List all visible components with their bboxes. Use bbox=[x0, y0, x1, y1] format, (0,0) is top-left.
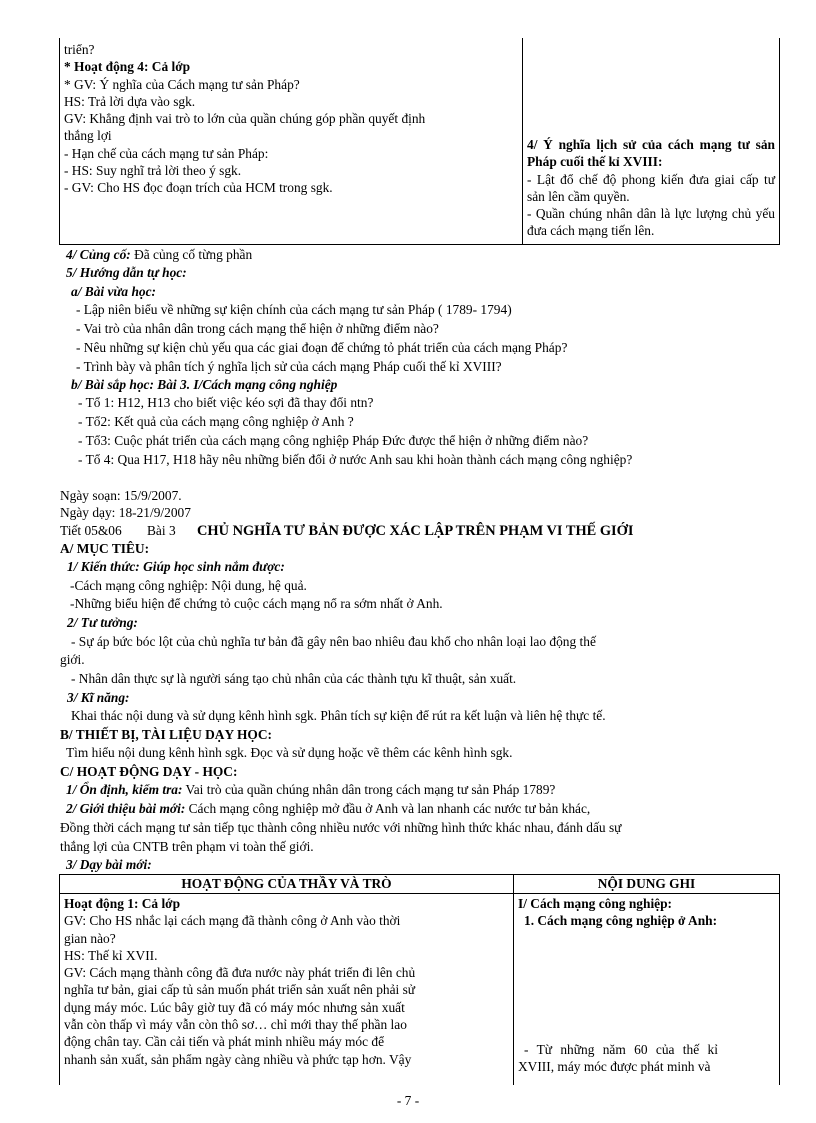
skills-text: Khai thác nội dung và sử dụng kênh hình sgk. Phân tích sự kiện để rút ra kết luận và liên hệ thực tế. bbox=[71, 708, 606, 723]
content-heading-1: I/ Cách mạng công nghiệp: bbox=[518, 896, 673, 911]
main-table-header-left-label: HOẠT ĐỘNG CỦA THẦY VÀ TRÒ bbox=[181, 876, 392, 891]
page-number: - 7 - bbox=[396, 1093, 420, 1108]
self-study-heading: 5/ Hướng dẫn tự học: bbox=[66, 265, 187, 280]
knowledge-heading: 1/ Kiến thức: Giúp học sinh nắm được: bbox=[67, 559, 285, 574]
text-line: - Hạn chế của cách mạng tư sản Pháp: bbox=[64, 145, 269, 161]
consolidation bbox=[66, 246, 252, 263]
significance-item: - Lật đổ chế độ phong kiến đưa giai cấp tư sản lên cầm quyền. bbox=[527, 171, 775, 204]
self-study-a-list bbox=[76, 301, 567, 377]
intro-line: thắng lợi của CNTB trên phạm vi toàn thế giới. bbox=[60, 839, 314, 854]
activity-heading: * Hoạt động 4: Cả lớp bbox=[64, 59, 191, 75]
thought-line: - Sự áp bức bóc lột của chủ nghĩa tư bản đã gây nên bao nhiêu đau khổ cho nhân loại lao động thế bbox=[71, 634, 596, 649]
list-item: - Tổ 4: Qua H17, H18 hãy nêu những biến đổi ở nước Anh sau khi hoàn thành cách mạng công nghiệp? bbox=[78, 452, 633, 467]
text-line: nghĩa tư bản, giai cấp tủ sản muốn phát triển sản xuất nên phải sử bbox=[64, 982, 416, 998]
check-text: Vai trò của quần chúng nhân dân trong cách mạng tư sản Pháp 1789? bbox=[182, 782, 556, 797]
text-line: - GV: Cho HS đọc đoạn trích của HCM trong sgk. bbox=[64, 180, 333, 196]
list-item: - Tổ2: Kết quả của cách mạng công nghiệp ở Anh ? bbox=[78, 414, 354, 429]
text-line: nhanh sản xuất, sản phẩm ngày càng nhiều và phức tạp hơn. Vậy bbox=[64, 1051, 412, 1067]
text-line: GV: Cho HS nhắc lại cách mạng đã thành công ở Anh vào thời bbox=[64, 913, 401, 929]
new-lesson-heading: 3/ Dạy bài mới: bbox=[66, 857, 152, 872]
text-line: GV: Khẳng định vai trò to lớn của quần chúng góp phần quyết định bbox=[64, 111, 426, 127]
significance-heading: 4/ Ý nghĩa lịch sử của cách mạng tư sản Pháp cuối thế kỉ XVIII: bbox=[527, 137, 775, 170]
equipment-heading: B/ THIẾT BỊ, TÀI LIỆU DẠY HỌC: bbox=[60, 727, 272, 742]
intro-line bbox=[66, 800, 590, 817]
text-line: thắng lợi bbox=[64, 128, 112, 144]
check-label: 1/ Ổn định, kiểm tra: bbox=[66, 782, 183, 797]
lesson-title: CHỦ NGHĨA TƯ BẢN ĐƯỢC XÁC LẬP TRÊN PHẠM VI THẾ GIỚI bbox=[197, 523, 634, 539]
main-table-left-text bbox=[64, 895, 508, 1068]
text-line: - HS: Suy nghĩ trả lời theo ý sgk. bbox=[64, 163, 242, 179]
thought-heading: 2/ Tư tưởng: bbox=[67, 615, 138, 630]
text-line: gian nào? bbox=[64, 930, 116, 946]
text-line: HS: Trả lời dựa vào sgk. bbox=[64, 93, 196, 109]
check-line bbox=[66, 781, 555, 798]
lesson-number: Bài 3 bbox=[147, 523, 176, 538]
self-study-a-heading: a/ Bài vừa học: bbox=[71, 284, 157, 299]
main-table-header-right-label: NỘI DUNG GHI bbox=[597, 876, 696, 891]
thought-line: giới. bbox=[60, 652, 85, 667]
list-item: - Lập niên biểu về những sự kiện chính của cách mạng tư sản Pháp ( 1789- 1794) bbox=[76, 302, 512, 317]
significance-item: - Quần chúng nhân dân là lực lượng chủ yếu đưa cách mạng tiến lên. bbox=[527, 206, 775, 239]
text-line: GV: Cách mạng thành công đã đưa nước này phát triển đi lên chủ bbox=[64, 965, 416, 981]
equipment-text: Tìm hiểu nội dung kênh hình sgk. Đọc và sử dụng hoặc vẽ thêm các kênh hình sgk. bbox=[66, 745, 513, 760]
intro-line: Đồng thời cách mạng tư sản tiếp tục thành công nhiều nước với những hình thức khác nhau, đánh dấu sự bbox=[60, 820, 622, 835]
intro-text: Cách mạng công nghiệp mở đầu ở Anh và lan nhanh các nước tư bản khác, bbox=[185, 801, 591, 816]
knowledge-item: -Những biểu hiện để chứng tỏ cuộc cách mạng nổ ra sớm nhất ở Anh. bbox=[70, 596, 443, 611]
activities-heading: C/ HOẠT ĐỘNG DẠY - HỌC: bbox=[60, 764, 238, 779]
top-table-right-text bbox=[527, 136, 775, 240]
text-line: động chân tay. Cần cải tiến và phát minh nhiều máy móc để bbox=[64, 1034, 385, 1050]
consolidation-text: Đã củng cố từng phần bbox=[130, 247, 253, 262]
thought-line: - Nhân dân thực sự là người sáng tạo chủ nhân của các thành tựu kĩ thuật, sản xuất. bbox=[71, 671, 517, 686]
self-study-b-list bbox=[78, 394, 632, 470]
skills-heading: 3/ Kĩ năng: bbox=[67, 690, 130, 705]
activity-heading: Hoạt động 1: Cả lớp bbox=[64, 896, 181, 911]
list-item: - Tổ 1: H12, H13 cho biết việc kéo sợi đã thay đổi ntn? bbox=[78, 395, 374, 410]
text-line: vẫn còn thấp vì máy vẫn còn thô sơ… chỉ mới thay thế phần lao bbox=[64, 1017, 407, 1033]
text-line: triển? bbox=[64, 42, 95, 57]
top-table-left-text bbox=[64, 41, 516, 197]
text-line: HS: Thế kỉ XVII. bbox=[64, 947, 158, 963]
intro-label: 2/ Giới thiệu bài mới: bbox=[66, 801, 186, 816]
date-prepared: Ngày soạn: 15/9/2007. bbox=[60, 488, 182, 503]
consolidation-label: 4/ Củng cố: bbox=[66, 247, 131, 262]
list-item: - Nêu những sự kiện chủ yếu qua các giai đoạn để chứng tỏ phát triển của cách mạng Pháp? bbox=[76, 340, 568, 355]
text-line: dụng máy móc. Lúc bây giờ tuy đã có máy móc nhưng sản xuất bbox=[64, 999, 405, 1015]
text-line: * GV: Ý nghĩa của Cách mạng tư sản Pháp? bbox=[64, 76, 300, 92]
knowledge-item: -Cách mạng công nghiệp: Nội dung, hệ quả. bbox=[70, 578, 307, 593]
self-study-b-heading: b/ Bài sắp học: Bài 3. I/Cách mạng công nghiệp bbox=[71, 377, 338, 392]
content-heading-2: 1. Cách mạng công nghiệp ở Anh: bbox=[524, 913, 718, 928]
lesson-period: Tiết 05&06 bbox=[60, 523, 122, 538]
content-line: - Từ những năm 60 của thế kỉ bbox=[524, 1042, 718, 1057]
objectives-heading: A/ MỤC TIÊU: bbox=[60, 541, 150, 556]
list-item: - Vai trò của nhân dân trong cách mạng thể hiện ở những điểm nào? bbox=[76, 321, 439, 336]
list-item: - Tổ3: Cuộc phát triển của cách mạng công nghiệp Pháp Đức được thể hiện ở những điểm nào? bbox=[78, 433, 589, 448]
list-item: - Trình bày và phân tích ý nghĩa lịch sử của cách mạng Pháp cuối thế kỉ XVIII? bbox=[76, 359, 502, 374]
content-line: XVIII, máy móc được phát minh và bbox=[518, 1059, 711, 1074]
date-taught: Ngày dạy: 18-21/9/2007 bbox=[60, 505, 191, 520]
lesson-header bbox=[60, 522, 633, 540]
